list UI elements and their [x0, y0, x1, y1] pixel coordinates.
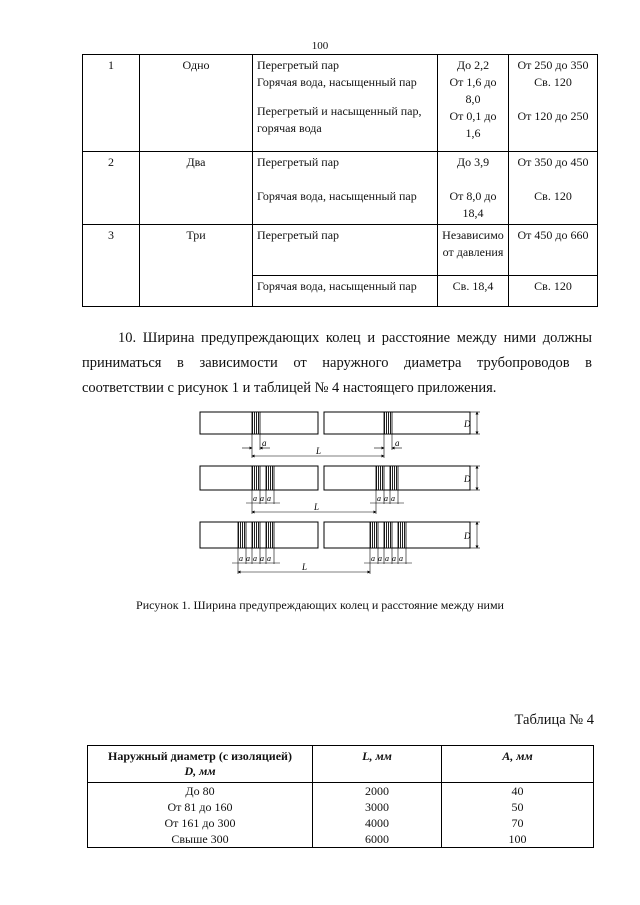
temperature-text: Св. 120 — [534, 189, 572, 203]
header-diameter-text: Наружный диаметр (с изоляцией) — [108, 749, 292, 763]
cell-L: 2000 — [313, 783, 442, 800]
medium-text: Горячая вода, насыщенный пар — [257, 189, 417, 203]
dimension-label-a: a — [378, 554, 382, 563]
pressure-text: До 3,9 — [456, 155, 490, 169]
table-4 — [87, 745, 594, 848]
cell-A: 40 — [442, 783, 594, 800]
dimension-label-a: a — [377, 494, 381, 503]
dimension-label-a: a — [262, 438, 267, 448]
warning-ring — [252, 522, 260, 548]
cell-A: 100 — [442, 831, 594, 848]
rings-count: Одно — [140, 55, 253, 152]
temperature-text: От 250 до 350 — [517, 58, 589, 72]
dimension-label-a: a — [260, 494, 264, 503]
cell-L: 4000 — [313, 815, 442, 831]
pressure-text: Независимо от давления — [438, 225, 509, 276]
warning-ring — [384, 412, 392, 434]
dimension-label-a: a — [267, 494, 271, 503]
page-number: 100 — [311, 40, 329, 52]
row-number: 2 — [83, 152, 140, 225]
header-diameter-unit: D, мм — [184, 764, 216, 778]
figure-rings-diagram — [196, 408, 486, 578]
rings-diagram-svg — [196, 408, 486, 578]
rings-count: Три — [140, 225, 253, 307]
warning-ring — [238, 522, 246, 548]
cell-diameter: От 81 до 160 — [88, 799, 313, 815]
dimension-label-a: a — [260, 554, 264, 563]
rings-count: Два — [140, 152, 253, 225]
diagram-row-one-ring — [200, 412, 480, 458]
temperature-text: От 120 до 250 — [517, 109, 589, 123]
medium-text: Перегретый и насыщенный пар, горячая вода — [257, 104, 422, 135]
pressure-cell — [438, 55, 509, 152]
table-row — [88, 831, 594, 848]
dimension-label-a: a — [385, 554, 389, 563]
medium-text: Перегретый пар — [253, 225, 438, 276]
paragraph-10 — [82, 326, 592, 401]
cell-A: 50 — [442, 799, 594, 815]
cell-A: 70 — [442, 815, 594, 831]
temperature-text: Св. 120 — [509, 276, 598, 307]
medium-text: Перегретый пар — [257, 58, 340, 72]
dimension-label-D: D — [464, 419, 471, 429]
temperature-text: Св. 120 — [534, 75, 572, 89]
pressure-text: От 8,0 до 18,4 — [449, 189, 497, 220]
pressure-text: От 0,1 до 1,6 — [449, 109, 497, 140]
warning-ring — [398, 522, 406, 548]
cell-L: 3000 — [313, 799, 442, 815]
row-number: 1 — [83, 55, 140, 152]
pressure-cell — [438, 152, 509, 225]
dimension-label-a: a — [246, 554, 250, 563]
figure-caption: Рисунок 1. Ширина предупреждающих колец и расстояние между ними — [136, 598, 504, 612]
dimension-label-a: a — [239, 554, 243, 563]
dimension-label-D: D — [464, 531, 471, 541]
dimension-label-a: a — [399, 554, 403, 563]
warning-ring — [252, 412, 260, 434]
warning-ring — [370, 522, 378, 548]
warning-ring — [266, 466, 274, 490]
table-row — [83, 152, 598, 225]
dimension-label-a: a — [395, 438, 400, 448]
temperature-text: От 450 до 660 — [509, 225, 598, 276]
row-number: 3 — [83, 225, 140, 307]
header-diameter — [88, 746, 313, 783]
dimension-label-a: a — [371, 554, 375, 563]
pressure-text: От 1,6 до 8,0 — [449, 75, 497, 106]
warning-ring — [390, 466, 398, 490]
dimension-label-a: a — [253, 554, 257, 563]
diagram-row-two-rings — [200, 466, 480, 514]
pipeline-rings-table-continued — [82, 54, 598, 307]
temperature-cell — [509, 55, 598, 152]
dimension-label-a: a — [391, 494, 395, 503]
temperature-text: От 350 до 450 — [517, 155, 589, 169]
cell-diameter: От 161 до 300 — [88, 815, 313, 831]
dimension-label-a: a — [384, 494, 388, 503]
medium-cell — [253, 55, 438, 152]
medium-text: Горячая вода, насыщенный пар — [253, 276, 438, 307]
medium-cell — [253, 152, 438, 225]
cell-diameter: Свыше 300 — [88, 831, 313, 848]
warning-ring — [266, 522, 274, 548]
dimension-label-L: L — [302, 562, 308, 572]
table-header-row — [88, 746, 594, 783]
table-row — [88, 783, 594, 800]
dimension-label-L: L — [314, 502, 320, 512]
table-row — [88, 815, 594, 831]
warning-ring — [384, 522, 392, 548]
cell-diameter: До 80 — [88, 783, 313, 800]
temperature-cell — [509, 152, 598, 225]
dimension-label-a: a — [392, 554, 396, 563]
paragraph-text: 10. Ширина предупреждающих колец и расстояние между ними должны приниматься в зависимости от наружного диаметра трубопроводов в соответствии с рисунок 1 и таблицей № 4 настоящего приложения. — [82, 330, 592, 396]
medium-text: Горячая вода, насыщенный пар — [257, 75, 417, 89]
diagram-row-three-rings — [200, 522, 480, 574]
table-row — [88, 799, 594, 815]
dimension-label-L: L — [316, 446, 322, 456]
header-L: L, мм — [313, 746, 442, 783]
dimension-label-D: D — [464, 474, 471, 484]
table-label: Таблица № 4 — [514, 712, 594, 728]
header-A: A, мм — [442, 746, 594, 783]
pressure-text: Св. 18,4 — [438, 276, 509, 307]
dimension-label-a: a — [253, 494, 257, 503]
warning-ring — [252, 466, 260, 490]
dimension-label-a: a — [267, 554, 271, 563]
cell-L: 6000 — [313, 831, 442, 848]
table-row — [83, 55, 598, 152]
pressure-text: До 2,2 — [456, 58, 490, 72]
warning-ring — [376, 466, 384, 490]
medium-text: Перегретый пар — [257, 155, 340, 169]
table-row — [83, 225, 598, 276]
